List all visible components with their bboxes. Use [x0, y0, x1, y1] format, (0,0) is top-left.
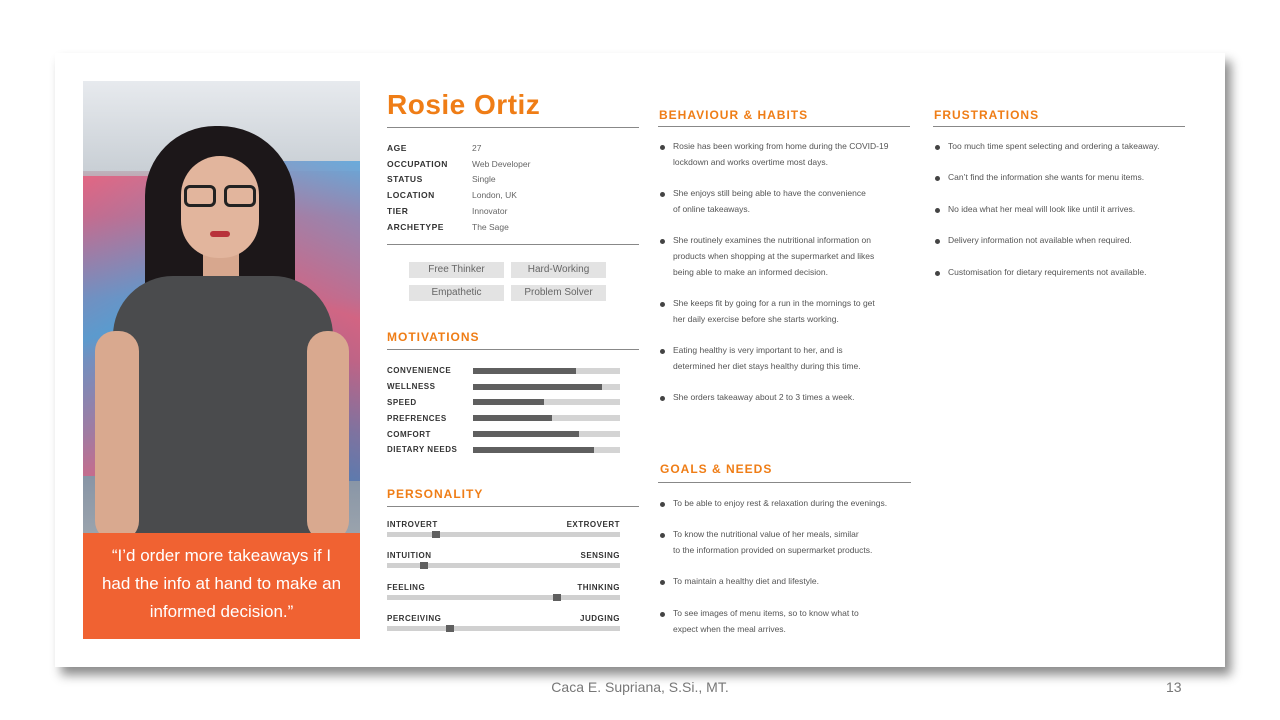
motivation-track: [473, 368, 620, 374]
behaviour-item: [658, 343, 918, 374]
detail-value: London, UK: [472, 190, 517, 201]
personality-slider: [387, 551, 620, 568]
goals-line: To be able to enjoy rest & relaxation during the evenings.: [673, 498, 888, 508]
detail-label: STATUS: [387, 174, 423, 185]
divider: [387, 349, 639, 350]
personality-marker: [553, 594, 561, 601]
motivation-bars: [387, 363, 622, 458]
persona-name: Rosie Ortiz: [387, 89, 541, 120]
behaviour-item: [658, 390, 918, 406]
goals-item: [658, 574, 928, 590]
behaviour-item: [658, 233, 918, 280]
detail-row: [387, 140, 637, 156]
frustrations-line: Too much time spent selecting and ordering a takeaway.: [948, 141, 1160, 151]
trait-left-label: FEELING: [387, 583, 426, 592]
goals-line: To know the nutritional value of her meals, similar: [673, 529, 859, 540]
frustrations-item: [933, 233, 1198, 249]
trait-right-label: THINKING: [577, 583, 620, 592]
motivation-label: DIETARY NEEDS: [387, 445, 458, 455]
behaviour-line: She orders takeaway about 2 to 3 times a week.: [673, 392, 855, 403]
detail-row: [387, 203, 637, 219]
personality-track: [387, 532, 620, 537]
motivation-fill: [473, 447, 594, 453]
motivation-row: [387, 442, 622, 458]
behaviour-line: Eating healthy is very important to her, and is: [673, 345, 843, 356]
trait-left-label: PERCEIVING: [387, 614, 442, 623]
divider: [387, 506, 639, 507]
behaviour-line: Rosie has been working from home during the COVID-19: [673, 141, 889, 151]
goals-line: To maintain a healthy diet and lifestyle.: [673, 576, 820, 587]
behaviour-line: determined her diet stays healthy during this time.: [673, 360, 861, 371]
behaviour-line: products when shopping at the supermarket and likes: [673, 250, 875, 261]
trait-right-label: JUDGING: [580, 614, 620, 623]
trait-right-label: SENSING: [580, 551, 620, 560]
detail-label: TIER: [387, 206, 409, 217]
personality-track: [387, 595, 620, 600]
behaviour-line: being able to make an informed decision.: [673, 266, 828, 277]
frustrations-line: Can’t find the information she wants for menu items.: [948, 172, 1145, 183]
detail-label: AGE: [387, 142, 407, 153]
motivation-label: WELLNESS: [387, 382, 436, 392]
motivation-row: [387, 379, 622, 395]
detail-row: [387, 187, 637, 203]
motivation-track: [473, 415, 620, 421]
divider: [387, 244, 639, 245]
detail-row: [387, 219, 637, 235]
page-number: 13: [1166, 679, 1182, 695]
motivation-fill: [473, 399, 544, 405]
frustrations-item: [933, 202, 1198, 218]
persona-card: [55, 53, 1225, 667]
personality-track: [387, 626, 620, 631]
goals-list: [658, 496, 928, 653]
behaviour-line: of online takeaways.: [673, 203, 751, 214]
trait-left-label: INTUITION: [387, 551, 432, 560]
trait-tag: Empathetic: [409, 285, 504, 301]
goals-item: [658, 606, 928, 637]
personality-marker: [446, 625, 454, 632]
trait-tag: Free Thinker: [409, 262, 504, 278]
detail-value: Innovator: [472, 206, 508, 217]
motivation-fill: [473, 368, 576, 374]
motivation-row: [387, 410, 622, 426]
behaviour-list: [658, 139, 918, 422]
frustrations-line: Customisation for dietary requirements not available.: [948, 266, 1147, 277]
behaviour-title: BEHAVIOUR & HABITS: [659, 108, 809, 122]
frustrations-item: [933, 139, 1198, 155]
frustrations-title: FRUSTRATIONS: [934, 108, 1040, 122]
persona-quote: “I’d order more takeaways if I had the info at hand to make an informed decision.”: [83, 533, 360, 639]
personality-track: [387, 563, 620, 568]
motivation-label: SPEED: [387, 397, 417, 407]
personality-marker: [432, 531, 440, 538]
persona-details: [387, 140, 637, 235]
behaviour-item: [658, 186, 918, 217]
detail-value: Single: [472, 174, 496, 185]
frustrations-item: [933, 170, 1198, 186]
trait-tag: Hard-Working: [511, 262, 606, 278]
frustrations-line: Delivery information not available when required.: [948, 235, 1132, 246]
behaviour-line: lockdown and works overtime most days.: [673, 156, 828, 167]
detail-value: Web Developer: [472, 158, 531, 169]
divider: [658, 482, 911, 483]
footer-author: Caca E. Supriana, S.Si., MT.: [551, 679, 729, 695]
behaviour-line: She keeps fit by going for a run in the mornings to get: [673, 297, 875, 308]
persona-photo: [83, 81, 360, 533]
goals-line: expect when the meal arrives.: [673, 623, 786, 634]
motivation-fill: [473, 431, 579, 437]
detail-label: OCCUPATION: [387, 158, 448, 169]
detail-row: [387, 156, 637, 172]
detail-label: ARCHETYPE: [387, 221, 444, 232]
motivations-title: MOTIVATIONS: [387, 330, 480, 344]
motivation-label: PREFRENCES: [387, 413, 447, 423]
detail-label: LOCATION: [387, 190, 435, 201]
behaviour-line: her daily exercise before she starts working.: [673, 313, 839, 324]
motivation-track: [473, 447, 620, 453]
detail-row: [387, 172, 637, 188]
motivation-track: [473, 384, 620, 390]
behaviour-item: [658, 296, 918, 327]
trait-right-label: EXTROVERT: [566, 520, 620, 529]
goals-title: GOALS & NEEDS: [660, 462, 773, 476]
behaviour-line: She routinely examines the nutritional information on: [673, 235, 871, 246]
motivation-row: [387, 426, 622, 442]
personality-slider: [387, 614, 620, 631]
behaviour-item: [658, 139, 918, 170]
motivation-fill: [473, 415, 552, 421]
frustrations-line: No idea what her meal will look like until it arrives.: [948, 203, 1136, 214]
personality-title: PERSONALITY: [387, 487, 484, 501]
goals-item: [658, 496, 928, 512]
goals-line: To see images of menu items, so to know what to: [673, 607, 859, 618]
personality-slider: [387, 583, 620, 600]
detail-value: The Sage: [472, 221, 509, 232]
personality-slider: [387, 520, 620, 537]
motivation-track: [473, 431, 620, 437]
frustrations-item: [933, 265, 1198, 281]
motivation-row: [387, 363, 622, 379]
personality-marker: [420, 562, 428, 569]
trait-tag: Problem Solver: [511, 285, 606, 301]
behaviour-line: She enjoys still being able to have the convenience: [673, 188, 866, 199]
frustrations-list: [933, 139, 1198, 296]
motivation-label: CONVENIENCE: [387, 366, 452, 376]
motivation-fill: [473, 384, 602, 390]
motivation-track: [473, 399, 620, 405]
goals-line: to the information provided on supermarket products.: [673, 545, 873, 556]
goals-item: [658, 527, 928, 558]
motivation-row: [387, 395, 622, 411]
divider: [658, 126, 910, 127]
detail-value: 27: [472, 142, 482, 153]
trait-left-label: INTROVERT: [387, 520, 438, 529]
divider: [933, 126, 1185, 127]
divider: [387, 127, 639, 128]
motivation-label: COMFORT: [387, 429, 431, 439]
